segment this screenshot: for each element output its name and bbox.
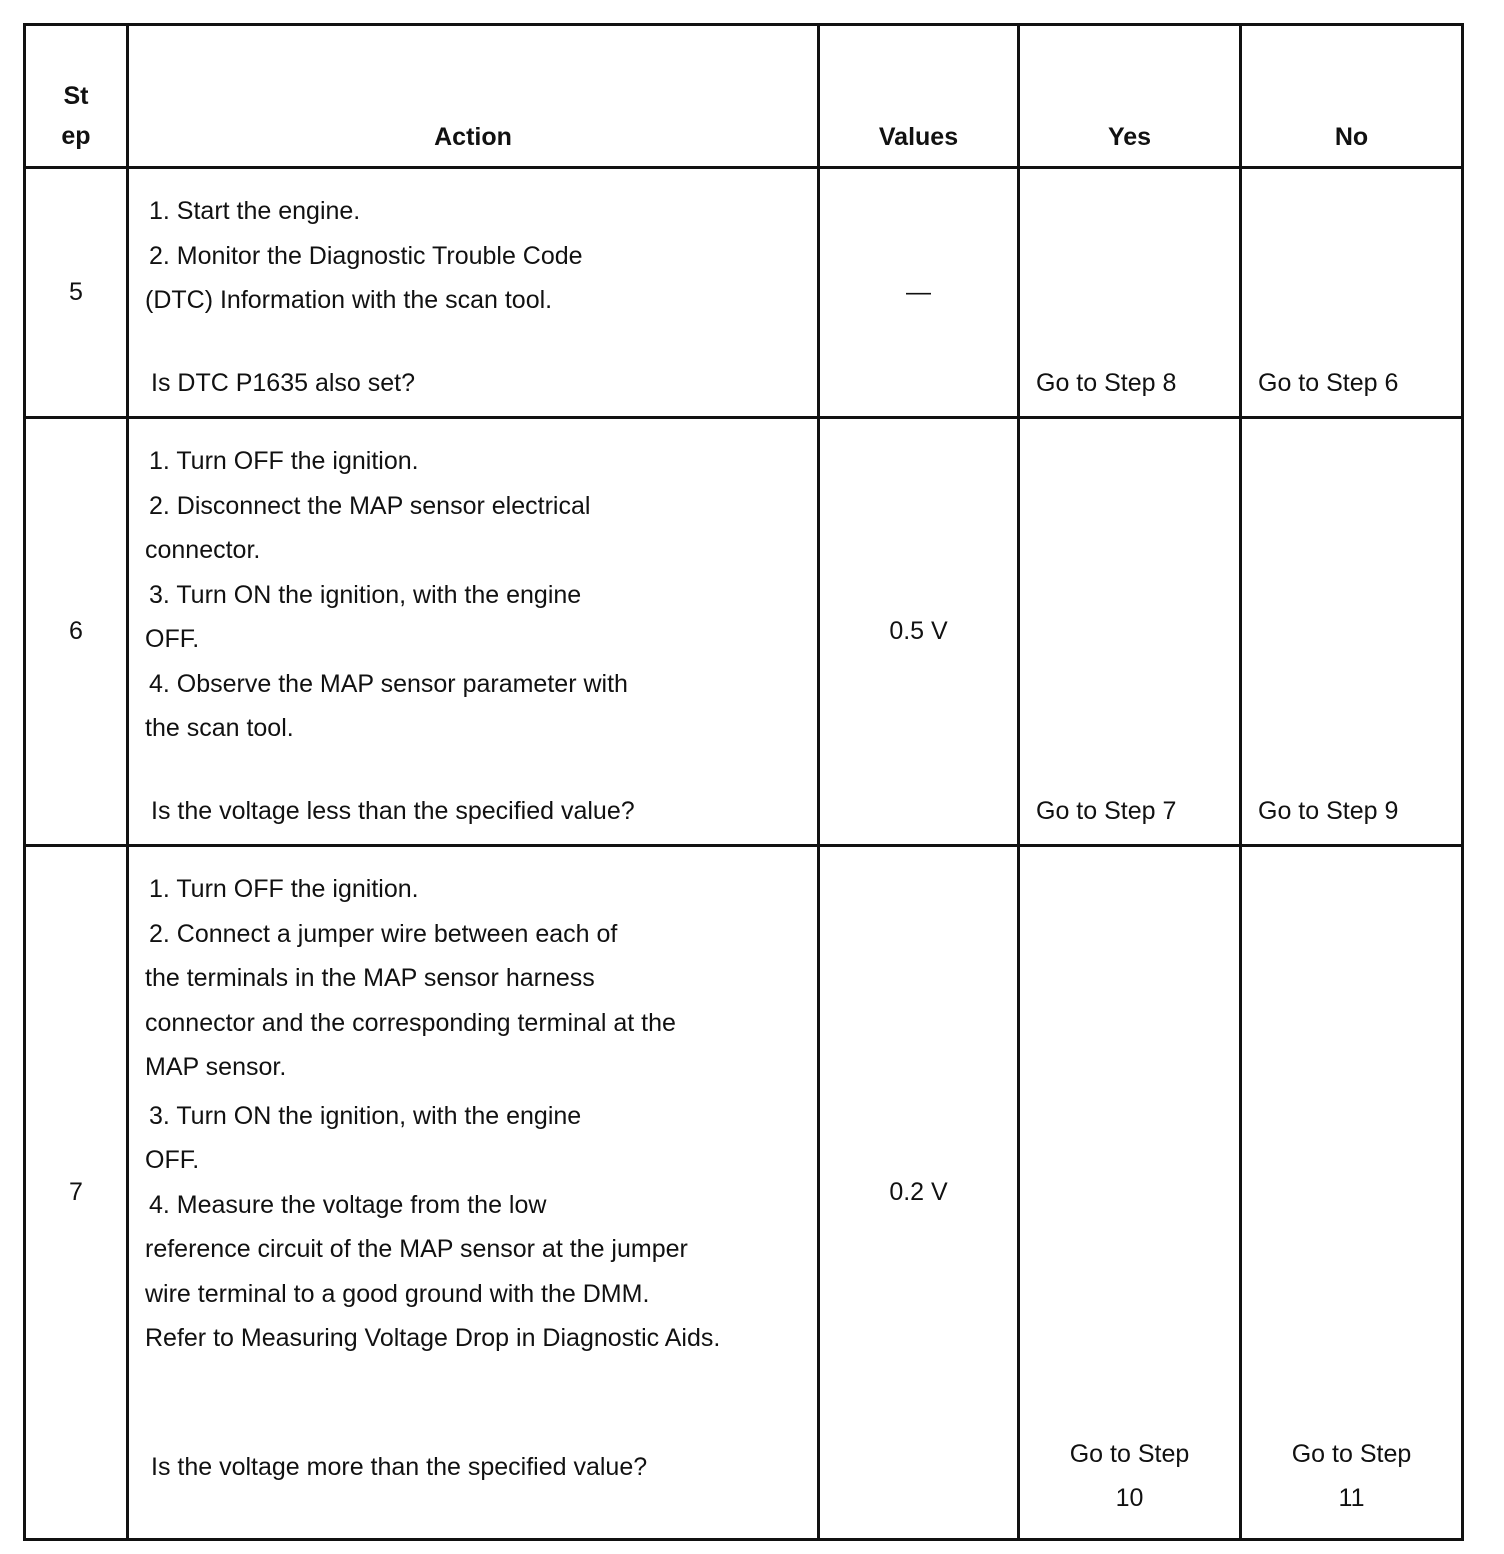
action-line: the scan tool. [145,714,294,742]
no-link: Go to Step 9 [1258,797,1399,825]
action-cell [128,418,819,846]
value-cell: 0.5 V [819,418,1019,846]
step-number: 5 [25,168,128,418]
value-cell: 0.2 V [819,846,1019,1540]
table-row [25,846,1463,1540]
yes-link: Go to Step 8 [1036,369,1177,397]
action-line: 1. Turn OFF the ignition. [149,875,419,903]
table-row [25,168,1463,418]
action-cell [128,168,819,418]
yes-column-header: Yes [1019,25,1241,168]
yes-cell [1019,418,1241,846]
action-line: 2. Disconnect the MAP sensor electrical [149,491,591,520]
action-line: wire terminal to a good ground with the DMM. [145,1279,650,1308]
action-line: (DTC) Information with the scan tool. [145,286,553,314]
yes-cell [1019,168,1241,418]
no-link: Go to Step 11 [1291,1440,1412,1512]
table-row [25,418,1463,846]
action-line: the terminals in the MAP sensor harness [145,964,595,992]
action-column-header: Action [128,25,819,168]
action-line: connector. [145,536,261,564]
yes-cell [1019,846,1241,1540]
action-question: Is the voltage more than the specified value? [151,1453,648,1481]
action-line: 4. Measure the voltage from the low [149,1190,547,1219]
action-question: Is the voltage less than the specified value? [151,797,635,825]
no-column-header: No [1241,25,1463,168]
action-line: Refer to Measuring Voltage Drop in Diagnostic Aids. [145,1324,721,1352]
step-number: 7 [25,846,128,1540]
step-column-header: St ep [25,25,128,168]
action-line: 3. Turn ON the ignition, with the engine [149,580,582,609]
action-line: reference circuit of the MAP sensor at the jumper [145,1235,688,1263]
no-cell [1241,846,1463,1540]
values-column-header: Values [819,25,1019,168]
action-line: OFF. [145,625,200,653]
action-line: 2. Connect a jumper wire between each of [149,919,618,948]
value-cell: — [819,168,1019,418]
step-number: 6 [25,418,128,846]
action-line: 4. Observe the MAP sensor parameter with [149,669,628,698]
diagnostic-table [23,23,1464,1541]
no-cell [1241,168,1463,418]
action-line: MAP sensor. [145,1053,287,1081]
yes-link: Go to Step 10 [1069,1440,1190,1512]
header-row [25,25,1463,168]
action-line: 2. Monitor the Diagnostic Trouble Code [149,241,583,270]
action-line: 3. Turn ON the ignition, with the engine [149,1101,582,1130]
action-line: 1. Turn OFF the ignition. [149,447,419,475]
no-link: Go to Step 6 [1258,369,1399,397]
action-cell [128,846,819,1540]
action-line: connector and the corresponding terminal at the [145,1008,676,1037]
action-question: Is DTC P1635 also set? [151,369,416,397]
action-line: OFF. [145,1146,200,1174]
yes-link: Go to Step 7 [1036,797,1177,825]
action-line: 1. Start the engine. [149,197,361,225]
no-cell [1241,418,1463,846]
